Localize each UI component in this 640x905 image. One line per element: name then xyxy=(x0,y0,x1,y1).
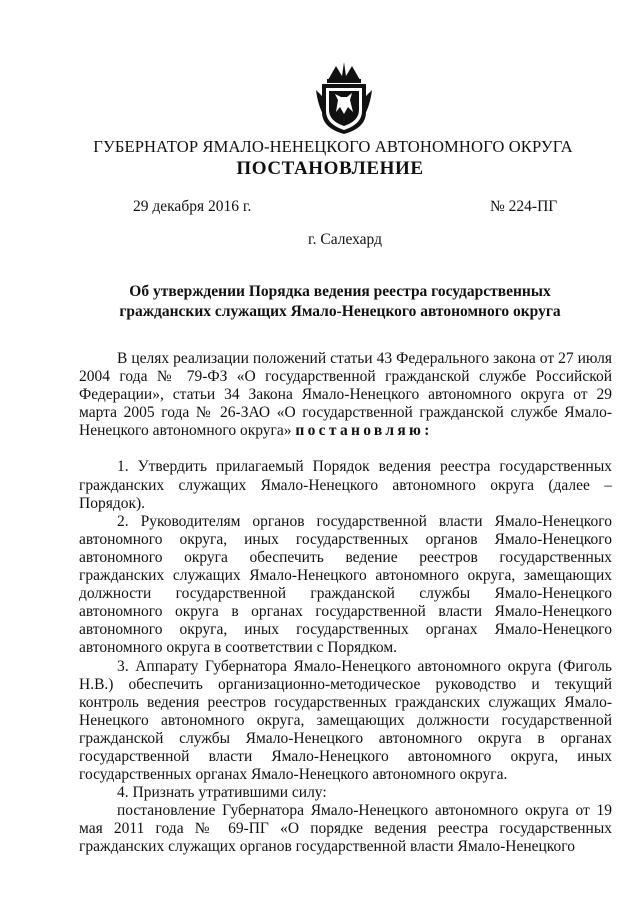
document-type-heading: ПОСТАНОВЛЕНИЕ xyxy=(236,158,424,179)
document-city: г. Салехард xyxy=(308,231,382,248)
organization-heading: ГУБЕРНАТОР ЯМАЛО-НЕНЕЦКОГО АВТОНОМНОГО ОКРУГА xyxy=(93,137,573,156)
item-4-repealed-decree: постановление Губернатора Ямало-Ненецкого автономного округа от 19 мая 2011 года № 69-ПГ «О порядке ведения реестра государственных гражданских служащих органов государственной власти Ямало-Ненецкого xyxy=(79,802,612,856)
document-body xyxy=(79,350,612,857)
title-line-1: Об утверждении Порядка ведения реестра государственных xyxy=(129,283,551,300)
document-number: № 224-ПГ xyxy=(490,198,558,215)
title-line-2: гражданских служащих Ямало-Ненецкого автономного округа xyxy=(119,303,561,320)
paragraph-gap xyxy=(79,440,612,458)
document-date: 29 декабря 2016 г. xyxy=(133,198,252,215)
coat-of-arms-emblem xyxy=(314,60,374,136)
item-2: 2. Руководителям органов государственной власти Ямало-Ненецкого автономного округа, иных государственных органов Ямало-Ненецкого автономного округа обеспечить ведение реестров государственных гражданских служащих Ямало-Ненецкого автономного округа, замещающих должности государственной гражданской службы Ямало-Ненецкого автономного округа в органах государственной власти Ямало-Ненецкого автономного округа, иных государственных органах Ямало-Ненецкого автономного округа в соответствии с Порядком. xyxy=(79,512,612,657)
document-title xyxy=(100,282,580,322)
preamble-paragraph xyxy=(79,350,612,440)
item-3: 3. Аппарату Губернатора Ямало-Ненецкого автономного округа (Фиголь Н.В.) обеспечить организационно-методическое руководство и текущий контроль ведения реестров государственных гражданских служащих Ямало-Ненецкого автономного округа, замещающих должности государственной гражданской службы Ямало-Ненецкого автономного округа в органах государственной власти Ямало-Ненецкого автономного округа, иных государственных органах Ямало-Ненецкого автономного округа. xyxy=(79,657,612,784)
item-4: 4. Признать утратившими силу: xyxy=(117,784,327,802)
item-1: 1. Утвердить прилагаемый Порядок ведения реестра государственных гражданских служащих Ямало-Ненецкого автономного округа (далее – Порядок). xyxy=(79,458,612,512)
preamble-text: В целях реализации положений статьи 43 Федерального закона от 27 июля 2004 года № 79-ФЗ «О государственной гражданской службе Российской Федерации», статьи 34 Закона Ямало-Ненецкого автономного округа от 29 марта 2005 года № 26-ЗАО «О государственной гражданской службе Ямало-Ненецкого автономного округа» xyxy=(79,350,612,440)
decree-word: постановляю: xyxy=(295,422,433,440)
